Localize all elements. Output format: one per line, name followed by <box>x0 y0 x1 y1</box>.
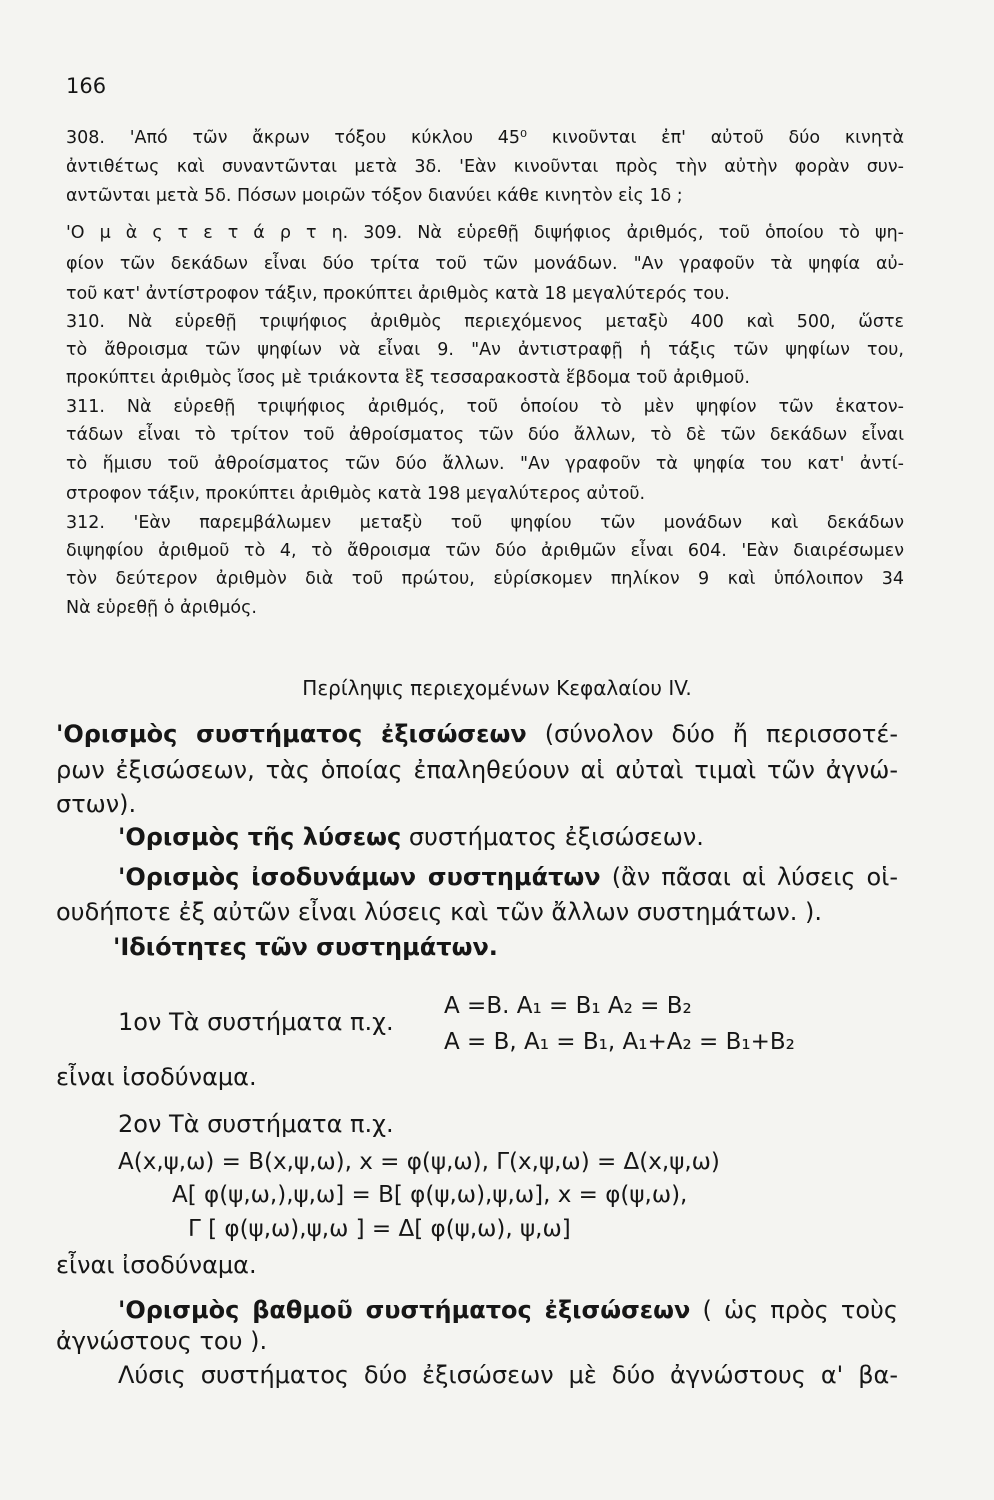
example-1-row-2: A = B, A₁ = B₁, A₁+A₂ = B₁+B₂ <box>444 1029 795 1055</box>
example-2-label: 2ον Τὰ συστήματα π.χ. <box>118 1110 394 1138</box>
definition-text-line: ἀγνώστους του ). <box>56 1327 268 1355</box>
definition-text: ( ὡς πρὸς τοὺς <box>690 1296 899 1324</box>
exercise-text-line: στροφον τάξιν, προκύπτει ἀριθμὸς κατὰ 198 μεγαλύτερος αὐτοῦ. <box>66 484 646 504</box>
definition-text: (σύνολον δύο ἤ περισσοτέ- <box>526 720 898 748</box>
exercise-text-line: φίον τῶν δεκάδων εἶναι δύο τρίτα τοῦ τῶν μονάδων. "Αν γραφοῦν τὰ ψηφία αὐ- <box>66 254 904 274</box>
example-2-equation-2: A[ φ(ψ,ω,),ψ,ω] = B[ φ(ψ,ω),ψ,ω], x = φ(ψ,ω), <box>172 1182 688 1208</box>
definition-term: 'Ορισμὸς συστήματος ἐξισώσεων <box>56 720 527 748</box>
definition-text-line: ουδήποτε ἐξ αὐτῶν εἶναι λύσεις καὶ τῶν ἄλλων συστημάτων. ). <box>56 898 823 926</box>
example-2-conclusion: εἶναι ἰσοδύναμα. <box>56 1251 257 1279</box>
definition-term: 'Ορισμὸς ἰσοδυνάμων συστημάτων <box>118 863 601 891</box>
exercise-text-line: 308. 'Από τῶν ἄκρων τόξου κύκλου 45⁰ κινοῦνται ἐπ' αὐτοῦ δύο κινητὰ <box>66 128 904 148</box>
example-1-conclusion: εἶναι ἰσοδύναμα. <box>56 1063 257 1091</box>
final-text-line: Λύσις συστήματος δύο ἐξισώσεων μὲ δύο ἀγνώστους α' βα- <box>118 1361 898 1389</box>
exercise-text-line: 312. 'Εὰν παρεμβάλωμεν μεταξὺ τοῦ ψηφίου τῶν μονάδων καὶ δεκάδων <box>66 513 904 533</box>
exercise-text-line: αντῶνται μετὰ 5δ. Πόσων μοιρῶν τόξον διανύει κάθε κινητὸν εἰς 1δ ; <box>66 186 683 206</box>
definition-solution <box>118 823 704 851</box>
example-1-label: 1ον Τὰ συστήματα π.χ. <box>118 1008 394 1036</box>
exercise-text-line: τάδων εἶναι τὸ τρίτον τοῦ ἀθροίσματος τῶν δύο ἄλλων, τὸ δὲ τῶν δεκάδων εἶναι <box>66 425 904 445</box>
definition-term: 'Ορισμὸς τῆς λύσεως <box>118 823 402 851</box>
exercise-text-line: 311. Νὰ εὑρεθῇ τριψήφιος ἀριθμός, τοῦ ὁποίου τὸ μὲν ψηφίον τῶν ἑκατον- <box>66 397 904 417</box>
exercise-text-line: Νὰ εὑρεθῇ ὁ ἀριθμός. <box>66 598 257 618</box>
definition-equivalent <box>118 863 898 891</box>
definition-term: 'Ορισμὸς βαθμοῦ συστήματος ἐξισώσεων <box>118 1296 691 1324</box>
definition-text-line: ρων ἐξισώσεων, τὰς ὁποίας ἐπαληθεύουν αἱ αὐταὶ τιμαὶ τῶν ἀγνώ- <box>56 756 898 784</box>
definition-degree <box>118 1296 898 1324</box>
exercise-text-line: τὸ ἥμισυ τοῦ ἀθροίσματος τῶν δύο ἄλλων. "Αν γραφοῦν τὰ ψηφία του κατ' ἀντί- <box>66 454 904 474</box>
exercise-text-line: τὸν δεύτερον ἀριθμὸν διὰ τοῦ πρώτου, εὑρίσκομεν πηλίκον 9 καὶ ὑπόλοιπον 34 <box>66 569 904 589</box>
exercise-text-line: τὸ ἄθροισμα τῶν ψηφίων νὰ εἶναι 9. "Αν ἀντιστραφῇ ἡ τάξις τῶν ψηφίων του, <box>66 340 904 360</box>
exercise-text-line: 310. Νὰ εὑρεθῇ τριψήφιος ἀριθμὸς περιεχόμενος μεταξὺ 400 καὶ 500, ὥστε <box>66 312 904 332</box>
definition-text: (ἂν πᾶσαι αἱ λύσεις οἱ- <box>600 863 899 891</box>
example-2-equation-1: A(x,ψ,ω) = B(x,ψ,ω), x = φ(ψ,ω), Γ(x,ψ,ω) = Δ(x,ψ,ω) <box>118 1149 720 1175</box>
definition-text-line: στων). <box>56 790 137 818</box>
exercise-text-line: τοῦ κατ' ἀντίστροφον τάξιν, προκύπτει ἀριθμὸς κατὰ 18 μεγαλύτερός του. <box>66 284 730 304</box>
exercise-text-line: προκύπτει ἀριθμὸς ἴσος μὲ τριάκοντα ἓξ τεσσαρακοστὰ ἕβδομα τοῦ ἀριθμοῦ. <box>66 368 750 388</box>
definition-text: συστήματος ἐξισώσεων. <box>401 823 704 851</box>
example-2-equation-3: Γ [ φ(ψ,ω),ψ,ω ] = Δ[ φ(ψ,ω), ψ,ω] <box>188 1216 571 1242</box>
summary-title: Περίληψις περιεχομένων Κεφαλαίου IV. <box>302 676 692 700</box>
page-number: 166 <box>66 74 107 98</box>
exercise-text-line: ἀντιθέτως καὶ συναντῶνται μετὰ 3δ. 'Εὰν κινοῦνται πρὸς τὴν αὐτὴν φορὰν συν- <box>66 157 904 177</box>
exercise-text-line: διψηφίου ἀριθμοῦ τὸ 4, τὸ ἄθροισμα τῶν δύο ἀριθμῶν εἶναι 604. 'Εὰν διαιρέσωμεν <box>66 541 904 561</box>
example-1-row-1: A =B. A₁ = B₁ A₂ = B₂ <box>444 993 692 1019</box>
definition-system <box>56 720 898 748</box>
properties-title: 'Ιδιότητες τῶν συστημάτων. <box>113 933 498 961</box>
exercise-text-line: 'Ο μ ὰ ς τ ε τ ά ρ τ η. 309. Νὰ εὑρεθῇ διψήφιος ἀριθμός, τοῦ ὁποίου τὸ ψη- <box>66 223 904 243</box>
